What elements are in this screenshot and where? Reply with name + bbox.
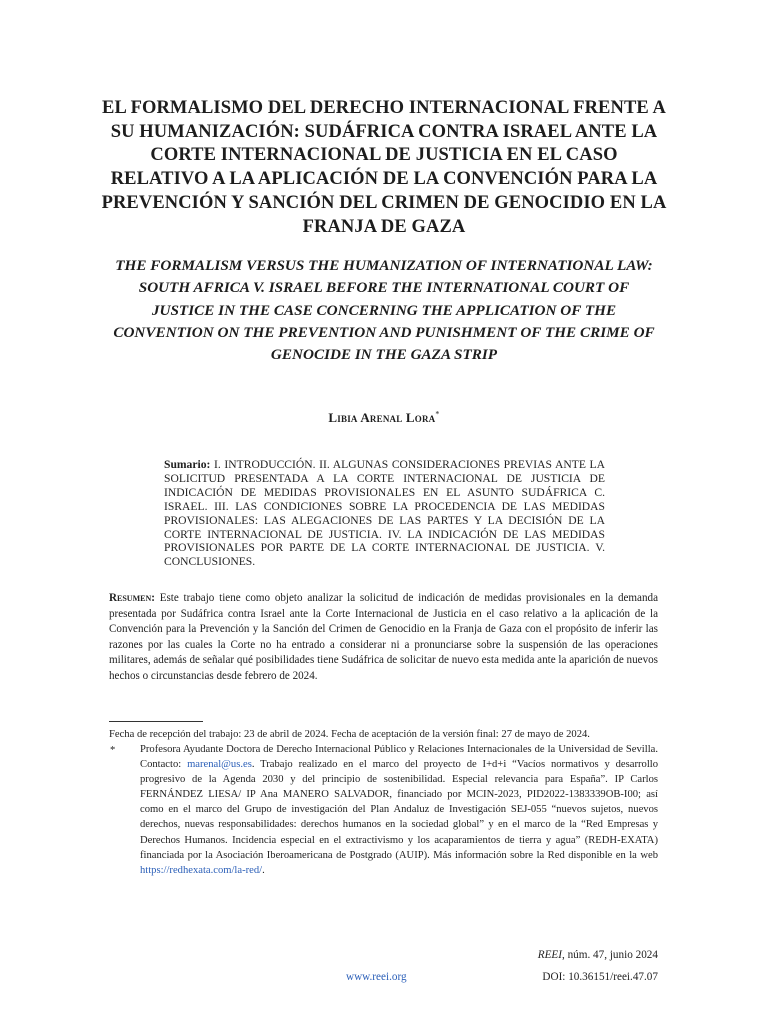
journal-website-link[interactable]: www.reei.org — [346, 971, 407, 983]
title-english: THE FORMALISM VERSUS THE HUMANIZATION OF INTERNATIONAL LAW: SOUTH AFRICA V. ISRAEL BEFORE THE INTERNATIONAL COURT OF JUSTICE IN THE CASE CONCERNING THE APPLICATION OF THE CONVENTION ON THE PREVENTION AND PUNISHMENT OF THE CRIME OF GENOCIDE IN THE GAZA STRIP — [113, 257, 655, 364]
journal-name: REEI — [537, 949, 562, 961]
journal-issue-details: , núm. 47, junio 2024 — [561, 949, 658, 961]
abstract-block — [109, 591, 658, 684]
footnote-text-part1: Profesora Ayudante Doctora de Derecho Internacional Público y Relaciones Internacionales de la Universidad de Sevilla. Contacto: — [140, 744, 658, 771]
footnote-divider — [109, 721, 203, 722]
network-web-link[interactable]: https://redhexata.com/la-red/ — [140, 864, 263, 876]
summary-label: Sumario: — [164, 458, 211, 471]
title-spanish: EL FORMALISMO DEL DERECHO INTERNACIONAL FRENTE A SU HUMANIZACIÓN: SUDÁFRICA CONTRA ISRAEL ANTE LA CORTE INTERNACIONAL DE JUSTICIA EN EL CASO RELATIVO A LA APLICACIÓN DE LA CONVENCIÓN PARA LA PREVENCIÓN Y SANCIÓN DEL CRIMEN DE GENOCIDIO EN LA FRANJA DE GAZA — [101, 98, 667, 237]
footnote-star-marker: * — [110, 745, 116, 756]
author-line — [0, 410, 768, 426]
summary-text: I. INTRODUCCIÓN. II. ALGUNAS CONSIDERACIONES PREVIAS ANTE LA SOLICITUD PRESENTADA A LA CORTE INTERNACIONAL DE JUSTICIA DE INDICACIÓN DE MEDIDAS PROVISIONALES EN EL ASUNTO SUDÁFRICA C. ISRAEL. III. LAS CONDICIONES SOBRE LA PROCEDENCIA DE LAS MEDIDAS PROVISIONALES: LAS ALEGACIONES DE LAS PARTES Y LA DECISIÓN DE LA CORTE INTERNACIONAL DE JUSTICIA. IV. LA INDICACIÓN DE LAS MEDIDAS PROVISIONALES POR PARTE DE LA CORTE INTERNACIONAL DE JUSTICIA. V. CONCLUSIONES. — [164, 458, 605, 569]
footnote-text-part3: . — [262, 864, 265, 876]
email-link[interactable]: marenal@us.es — [187, 759, 252, 771]
doi: DOI: 10.36151/reei.47.07 — [542, 971, 658, 983]
footnote-text-part2: . Trabajo realizado en el marco del proyecto de I+d+i “Vacíos normativos y desarrollo progresivo de la Agenda 2030 y del principio de sostenibilidad. Especial relevancia para España”. IP Carlos FERNÁNDEZ LIESA/ IP Ana MANERO SALVADOR, financiado por MCIN-2023, PID2022-1383339OB-I00; así como en el marco del Grupo de investigación del Plan Andaluz de Investigación SEJ-055 “nuevos sujetos, nuevos derechos, nuevas responsabilidades: derechos humanos en la sociedad global” y en el marco de la “Red Empresas y Derechos Humanos. Incidencia especial en el extractivismo y los acaparamientos de tierra y agua” (REDH-EXATA) financiada por la Asociación Iberoamericana de Postgrado (AUIP). Más información sobre la Red disponible en la web — [140, 759, 658, 861]
footnote-author-affiliation — [140, 742, 658, 878]
journal-issue — [538, 948, 658, 963]
author-name: Libia Arenal Lora — [328, 410, 436, 425]
footnote-received-dates: Fecha de recepción del trabajo: 23 de abril de 2024. Fecha de aceptación de la versión final: 27 de mayo de 2024. — [109, 729, 590, 740]
author-footnote-marker[interactable]: * — [435, 409, 440, 419]
summary-block — [164, 458, 605, 569]
abstract-text: Este trabajo tiene como objeto analizar la solicitud de indicación de medidas provisionales en la demanda presentada por Sudáfrica contra Israel ante la Corte Internacional de Justicia en el caso relativo a la aplicación de la Convención para la Prevención y la Sanción del Crimen de Genocidio en la Franja de Gaza con el propósito de inferir las razones por las cuales la Corte no ha entrado a considerar ni a pronunciarse sobre la suspensión de las operaciones militares, además de señalar qué posibilidades tiene Sudáfrica de solicitar de nuevo esta medida ante la aparición de nuevos hechos o circunstancias desde febrero de 2024. — [109, 592, 658, 682]
abstract-label: Resumen: — [109, 592, 155, 604]
